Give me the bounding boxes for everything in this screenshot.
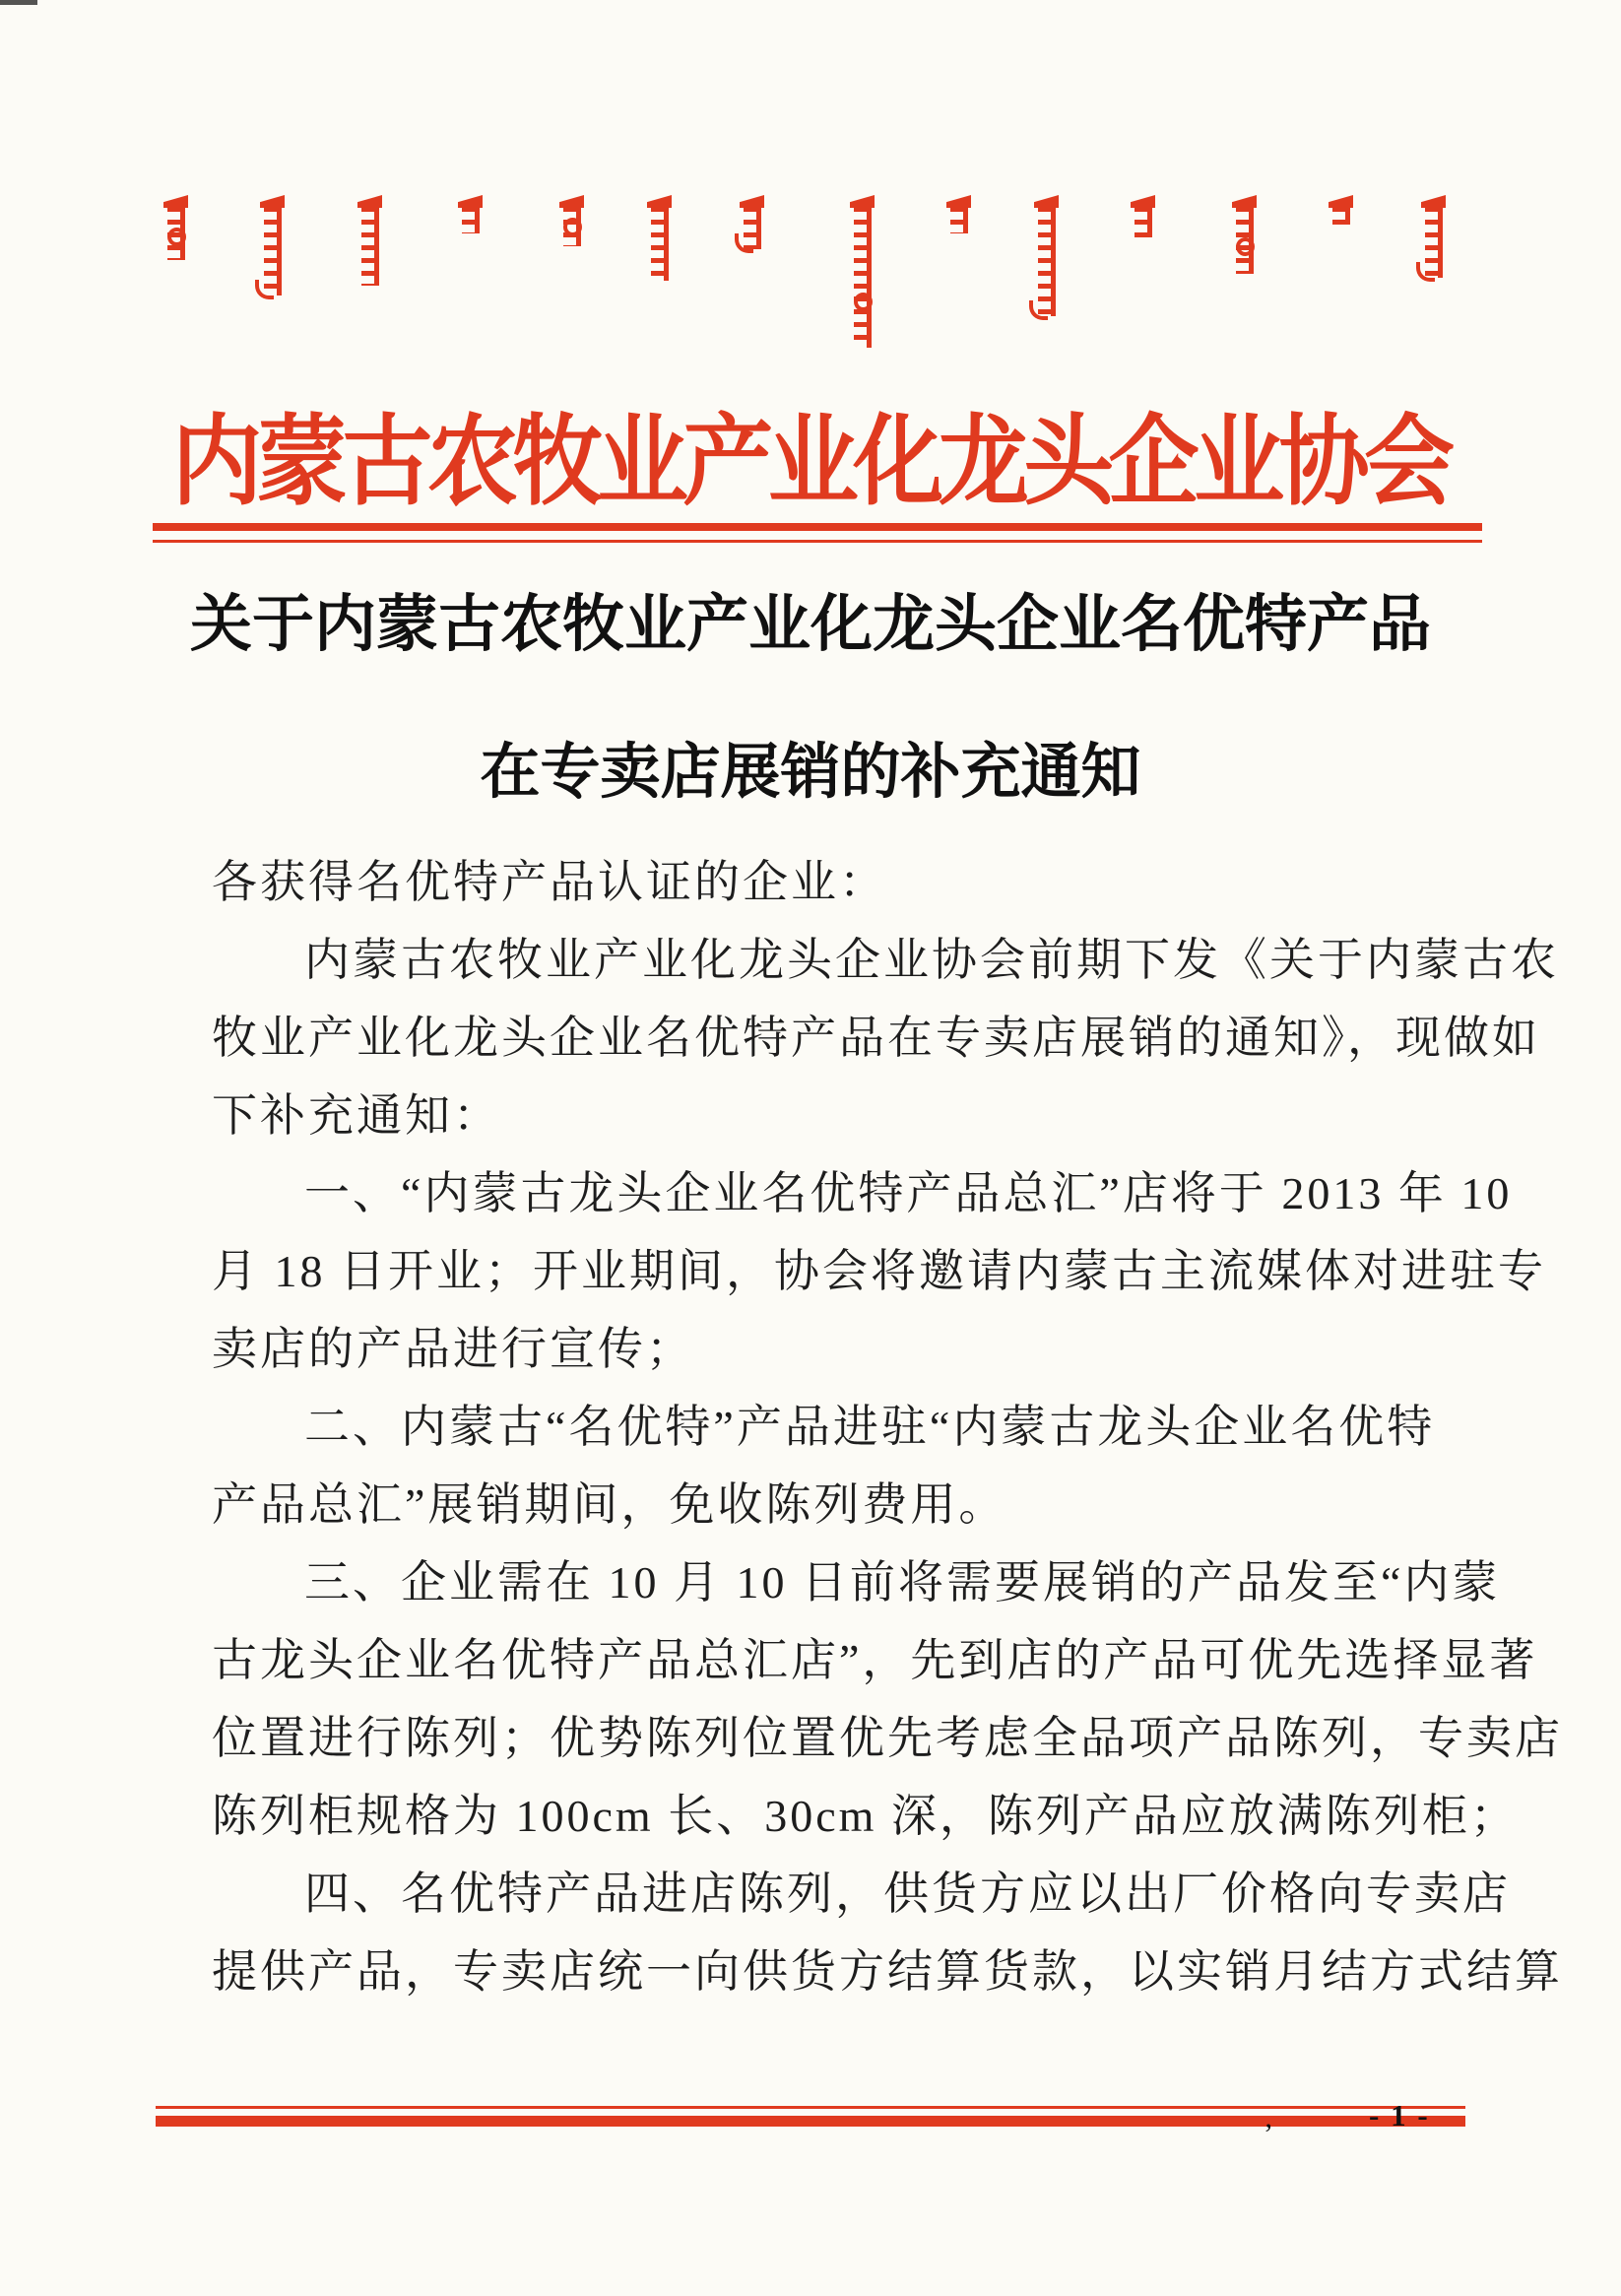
body-line: 古龙头企业名优特产品总汇店”，先到店的产品可优先选择显著	[212, 1635, 1538, 1685]
body-line: 下补充通知：	[212, 1090, 501, 1141]
document-title-line2: 在专卖店展销的补充通知	[480, 740, 1141, 806]
body-line: 内蒙古农牧业产业化龙头企业协会前期下发《关于内蒙古农	[304, 935, 1559, 985]
body-line: 卖店的产品进行宣传；	[212, 1324, 694, 1374]
page-number: - 1 -	[1369, 2098, 1430, 2132]
organization-title: 内蒙古农牧业产业化龙头企业协会	[171, 408, 1450, 517]
mongolian-script-word-icon	[1135, 207, 1160, 237]
mongolian-script-word-icon	[563, 207, 589, 246]
body-line: 位置进行陈列；优势陈列位置优先考虑全品项产品陈列，专卖店	[212, 1713, 1563, 1763]
document-body	[212, 843, 1563, 2010]
document-title-line1: 关于内蒙古农牧业产业化龙头企业名优特产品	[190, 590, 1431, 659]
masthead-divider-thin	[153, 540, 1482, 543]
mongolian-script-word-icon	[1332, 207, 1358, 225]
mongolian-script-word-icon	[361, 207, 387, 286]
body-line: 二、内蒙古“名优特”产品进驻“内蒙古龙头企业名优特	[304, 1402, 1436, 1452]
body-line: 一、“内蒙古龙头企业名优特产品总汇”店将于 2013 年 10	[304, 1168, 1513, 1218]
mongolian-script-word-icon	[854, 207, 879, 348]
mongolian-script-word-icon	[167, 207, 193, 260]
body-line: 月 18 日开业；开业期间，协会将邀请内蒙古主流媒体对进驻专	[212, 1246, 1546, 1296]
mongolian-script-word-icon	[651, 207, 688, 281]
scan-stray-mark: ’	[1264, 2118, 1273, 2150]
footer-divider-thin	[156, 2106, 1465, 2109]
mongolian-script-word-icon	[1038, 207, 1064, 316]
body-line: 各获得名优特产品认证的企业：	[212, 857, 887, 907]
mongolian-script-word-icon	[462, 207, 487, 233]
body-line: 产品总汇”展销期间，免收陈列费用。	[212, 1479, 1007, 1530]
body-line: 提供产品，专卖店统一向供货方结算货款，以实销月结方式结算	[212, 1946, 1563, 1997]
mongolian-script-word-icon	[950, 207, 976, 233]
mongolian-script-word-icon	[264, 207, 303, 295]
mongolian-script-word-icon	[744, 207, 769, 249]
body-line: 三、企业需在 10 月 10 日前将需要展销的产品发至“内蒙	[304, 1557, 1501, 1607]
masthead-divider-thick	[153, 523, 1482, 531]
mongolian-script-word-icon	[1425, 207, 1451, 278]
mongolian-script-word-icon	[1236, 207, 1273, 274]
body-line: 牧业产业化龙头企业名优特产品在专卖店展销的通知》，现做如	[212, 1013, 1540, 1063]
body-line: 四、名优特产品进店陈列，供货方应以出厂价格向专卖店	[304, 1869, 1511, 1919]
body-line: 陈列柜规格为 100cm 长、30cm 深，陈列产品应放满陈列柜；	[212, 1791, 1519, 1841]
